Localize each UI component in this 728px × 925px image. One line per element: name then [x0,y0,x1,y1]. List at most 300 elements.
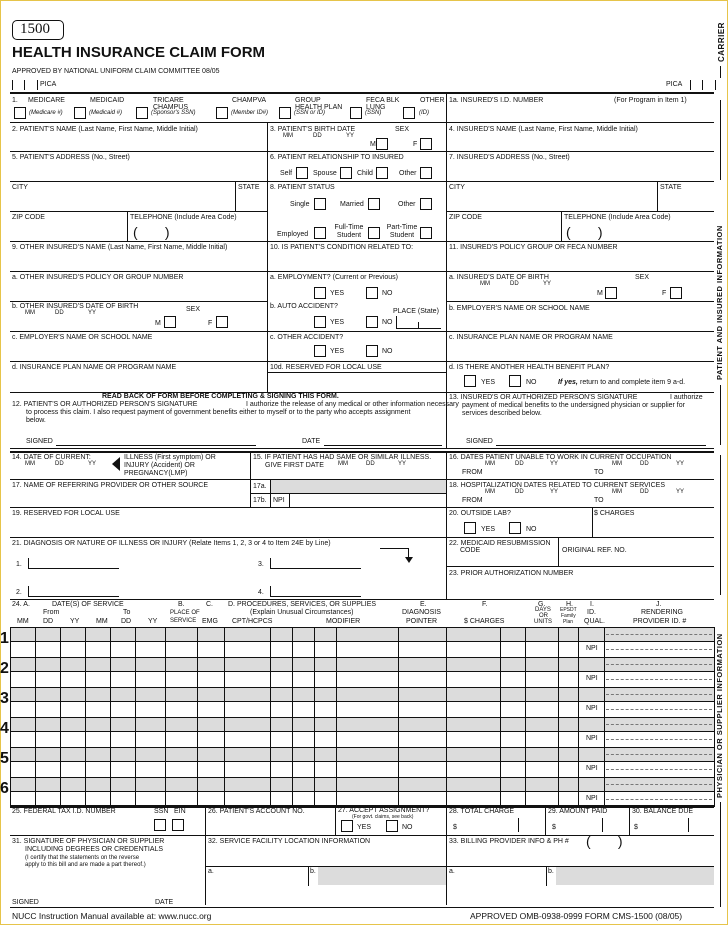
employment-yes-checkbox[interactable] [314,287,326,299]
row-npi-label: NPI [586,735,598,742]
for-program-label: (For Program in Item 1) [614,97,687,104]
provider-id-dash [606,784,712,785]
other-birth-mm: MM [25,310,35,316]
diag-4-label: 4. [258,589,264,596]
ssn-checkbox[interactable] [154,819,166,831]
diag-1-field[interactable] [28,558,119,569]
full-time-label: Full-Time Student [334,224,364,239]
approved-text: APPROVED BY NATIONAL UNIFORM CLAIM COMMITTEE 08/05 [12,68,220,75]
insured-city-label: CITY [449,184,465,191]
other-sex-f-label: F [208,320,213,327]
current-yy: YY [88,461,97,467]
col-24a: 24. A. [12,601,30,608]
billing-phone-parens: ( ) [586,833,623,849]
sig12-date-line[interactable] [324,445,442,446]
service-line-3[interactable] [10,702,584,716]
provider-id-dash [606,649,712,650]
row-column-line [604,747,605,777]
sig13-text1: I authorize [670,394,703,401]
diag-3-field[interactable] [270,558,361,569]
unable-from-label: FROM [462,469,483,476]
patient-state-label: STATE [238,184,260,191]
another-plan-label: d. IS THERE ANOTHER HEALTH BENEFIT PLAN? [449,364,610,371]
provider-id-dash [606,634,712,635]
col-cpt: CPT/HCPCS [232,618,273,625]
medicare-label: MEDICARE [28,97,65,104]
col-qual: QUAL. [584,618,606,625]
row-column-line [604,627,605,657]
hosp-to-dd: DD [640,489,649,495]
original-ref-label: ORIGINAL REF. NO. [562,547,627,554]
col-emg: EMG [202,618,218,625]
govt-label: (For govt. claims, see back) [352,814,414,820]
row-column-line [604,777,605,807]
first-date-label: GIVE FIRST DATE [265,462,324,469]
provider-id-dash [606,724,712,725]
col-diagnosis: DIAGNOSIS [402,609,441,616]
rel-child-label: Child [357,170,373,177]
billing-label: 33. BILLING PROVIDER INFO & PH # [449,838,569,845]
facility-b-label: b. [310,868,316,875]
billing-b-label: b. [548,868,554,875]
rel-spouse-label: Spouse [313,170,337,177]
col-e: E. [420,601,427,608]
hosp-from-dd: DD [515,489,524,495]
sig12-title: 12. PATIENT'S OR AUTHORIZED PERSON'S SIGNATURE [12,401,198,408]
provider-id-dash [606,679,712,680]
outside-lab-no-label: NO [526,526,537,533]
sig13-title: 13. INSURED'S OR AUTHORIZED PERSON'S SIGNATURE [449,394,638,401]
sig12-text3: below. [26,417,46,424]
relationship-label: 6. PATIENT RELATIONSHIP TO INSURED [270,154,404,161]
status-single-checkbox[interactable] [314,198,326,210]
sig13-signed-line[interactable] [496,445,706,446]
col-units: UNITS [534,619,552,625]
r17b-label: 17b. [253,497,267,504]
col-h: H. [566,601,573,608]
unable-work-label: 16. DATES PATIENT UNABLE TO WORK IN CURRENT OCCUPATION [449,454,672,461]
total-charge-dollar: $ [453,824,457,831]
outside-lab-label: 20. OUTSIDE LAB? [449,510,511,517]
injury-label: INJURY (Accident) OR [124,462,195,469]
facility-a-label: a. [208,868,214,875]
hosp-to-label: TO [594,497,604,504]
col-modifier: MODIFIER [326,618,361,625]
rel-other-label: Other [399,170,417,177]
patient-insured-label: PATIENT AND INSURED INFORMATION [715,225,724,380]
if-yes-rest-label: return to and complete item 9 a-d. [580,379,686,386]
row-number: 4 [0,720,9,737]
sex-f-checkbox[interactable] [420,138,432,150]
provider-id-dash [606,709,712,710]
patient-phone-label: TELEPHONE (Include Area Code) [130,214,237,221]
insured-sex-f-checkbox[interactable] [670,287,682,299]
insured-birth-yy: YY [543,281,552,287]
col-place: PLACE OF [170,610,200,616]
patient-phone-parens: ( ) [133,224,170,240]
diagnosis-arrow-head [405,557,413,563]
sig12-text1: I authorize the release of any medical or other information necessary [246,401,459,408]
form-title: HEALTH INSURANCE CLAIM FORM [12,44,266,61]
tricare-checkbox[interactable] [136,107,148,119]
provider-id-dash [606,694,712,695]
sig31-line3: (I certify that the statements on the reverse [25,855,140,861]
col-b: B. [178,601,185,608]
another-plan-no-checkbox[interactable] [509,375,521,387]
col-to-dd: DD [121,618,132,625]
birth-yy: YY [346,133,355,139]
same-yy: YY [398,461,407,467]
service-line-6[interactable] [10,792,584,806]
prior-auth-label: 23. PRIOR AUTHORIZATION NUMBER [449,570,574,577]
champva-checkbox[interactable] [216,107,228,119]
other-program-checkbox[interactable] [403,107,415,119]
policy-group-label: 11. INSURED'S POLICY GROUP OR FECA NUMBER [449,244,618,251]
current-mm: MM [25,461,35,467]
provider-id-dash [606,799,712,800]
status-married-label: Married [340,201,364,208]
hosp-from-label: FROM [462,497,483,504]
outside-lab-yes-checkbox[interactable] [464,522,476,534]
row-number: 5 [0,750,9,767]
sig12-date-label: DATE [302,438,321,445]
billing-a-label: a. [449,868,455,875]
resubmission-label: 22. MEDICAID RESUBMISSION [449,540,551,547]
accept-no-checkbox[interactable] [386,820,398,832]
status-married-checkbox[interactable] [368,198,380,210]
if-yes-label: If yes, [558,379,578,386]
row-number: 6 [0,780,9,797]
footer-left: NUCC Instruction Manual available at: www.nucc.org [12,911,212,921]
col-to: To [123,609,131,616]
pica-left-label: PICA [40,81,57,88]
employed-label: Employed [277,231,309,238]
row-column-line [714,657,715,687]
feca-sub: (SSN) [365,110,382,116]
insured-birth-dd: DD [510,281,519,287]
date-current-label: 14. DATE OF CURRENT: [12,454,91,461]
row-number: 3 [0,690,9,707]
service-line-2[interactable] [10,672,584,686]
col-id: ID. [587,609,596,616]
col-to-mm: MM [96,618,108,625]
col-from: From [43,609,60,616]
facility-b-shade [318,867,446,885]
employer-school-label: c. EMPLOYER'S NAME OR SCHOOL NAME [12,334,153,341]
service-line-5[interactable] [10,762,584,776]
sig13-signed-label: SIGNED [466,438,493,445]
row-column-line [604,687,605,717]
form-number: 1500 [20,21,50,37]
same-mm: MM [338,461,348,467]
other-accident-no-checkbox[interactable] [366,345,378,357]
insured-employer-label: b. EMPLOYER'S NAME OR SCHOOL NAME [449,305,590,312]
col-f: F. [482,601,488,608]
rel-self-label: Self [280,170,293,177]
col-service: SERVICE [170,618,197,624]
patient-address-label: 5. PATIENT'S ADDRESS (No., Street) [12,154,130,161]
employment-no-checkbox[interactable] [366,287,378,299]
other-insured-label: 9. OTHER INSURED'S NAME (Last Name, First Name, Middle Initial) [12,244,228,251]
unable-to-dd: DD [640,461,649,467]
auto-yes-label: YES [330,319,345,326]
r17a-label: 17a. [253,483,267,490]
status-single-label: Single [290,201,310,208]
insured-zip-label: ZIP CODE [449,214,482,221]
read-back-notice: READ BACK OF FORM BEFORE COMPLETING & SIGNING THIS FORM. [102,393,339,400]
rel-self-checkbox[interactable] [296,167,308,179]
insured-sex-f-label: F [662,290,667,297]
hosp-to-yy: YY [676,489,685,495]
amount-paid-dollar: $ [552,824,556,831]
provider-id-dash [606,664,712,665]
row-column-line [604,657,605,687]
outside-lab-yes-label: YES [481,526,496,533]
row-column-line [604,717,605,747]
insured-birth-label: a. INSURED'S DATE OF BIRTH [449,274,549,281]
col-c: C. [206,601,213,608]
employment-yes-label: YES [330,290,345,297]
col-days: DAYS [535,607,551,613]
sig12-signed-label: SIGNED [26,438,53,445]
reserved-10d-label: 10d. RESERVED FOR LOCAL USE [270,364,382,371]
col-to-yy: YY [148,618,158,625]
sig12-text2: to process this claim. I also request payment of government benefits either to myself or to the party who accepts assignment [26,409,411,416]
col-from-mm: MM [17,618,29,625]
same-illness-label: 15. IF PATIENT HAS HAD SAME OR SIMILAR ILLNESS. [253,454,432,461]
employment-label: a. EMPLOYMENT? (Current or Previous) [270,274,398,281]
other-birth-yy: YY [88,310,97,316]
medicare-sub: (Medicare #) [29,110,63,116]
current-dd: DD [55,461,64,467]
col-family: Family [561,613,576,619]
provider-id-dash [606,769,712,770]
other-policy-label: a. OTHER INSURED'S POLICY OR GROUP NUMBER [12,274,184,281]
unable-from-yy: YY [550,461,559,467]
balance-due-label: 30. BALANCE DUE [632,808,694,815]
footer-right: APPROVED OMB-0938-0999 FORM CMS-1500 (08/05) [470,911,683,921]
col-explain: (Explain Unusual Circumstances) [250,609,354,616]
row-npi-label: NPI [586,795,598,802]
col-from-dd: DD [43,618,54,625]
rel-child-checkbox[interactable] [376,167,388,179]
accept-no-label: NO [402,824,413,831]
row-npi-label: NPI [586,705,598,712]
row-column-line [714,777,715,807]
row-column-line [714,627,715,657]
amount-paid-label: 29. AMOUNT PAID [548,808,608,815]
group-plan-sub: (SSN or ID) [294,110,326,116]
sig31-line4: apply to this bill and are made a part thereof.) [25,862,146,868]
provider-id-dash [606,739,712,740]
insured-id-label: 1a. INSURED'S I.D. NUMBER [449,97,544,104]
outside-lab-no-checkbox[interactable] [509,522,521,534]
code-label: CODE [460,547,481,554]
other-sex-label: SEX [186,306,201,313]
other-program-sub: (ID) [419,110,429,116]
rel-spouse-checkbox[interactable] [340,167,352,179]
col-dates-service: DATE(S) OF SERVICE [52,601,124,608]
insured-phone-parens: ( ) [566,224,603,240]
sex-f-label: F [413,141,418,148]
other-accident-yes-checkbox[interactable] [314,345,326,357]
col-epsdt: EPSDT [560,607,577,613]
illness-label: ILLNESS (First symptom) OR [124,454,216,461]
insured-address-label: 7. INSURED'S ADDRESS (No., Street) [449,154,570,161]
group-plan-checkbox[interactable] [279,107,291,119]
ein-label: EIN [174,808,186,815]
hospitalization-label: 18. HOSPITALIZATION DATES RELATED TO CURRENT SERVICES [449,482,666,489]
diag-1-label: 1. [16,561,22,568]
row-npi-label: NPI [586,675,598,682]
col-pointer: POINTER [406,618,438,625]
unable-from-mm: MM [485,461,495,467]
unable-from-dd: DD [515,461,524,467]
referring-label: 17. NAME OF REFERRING PROVIDER OR OTHER SOURCE [12,482,209,489]
tricare-sub: (Sponsor's SSN) [151,110,196,116]
accept-yes-checkbox[interactable] [341,820,353,832]
rel-other-checkbox[interactable] [420,167,432,179]
another-plan-no-label: NO [526,379,537,386]
ein-checkbox[interactable] [172,819,184,831]
hosp-from-mm: MM [485,489,495,495]
insured-phone-label: TELEPHONE (Include Area Code) [564,214,671,221]
insured-state-label: STATE [660,184,682,191]
employed-checkbox[interactable] [314,227,326,239]
pregnancy-label: PREGNANCY(LMP) [124,470,188,477]
patient-zip-label: ZIP CODE [12,214,45,221]
sig31-date-label: DATE [155,899,174,906]
row-number: 1 [0,630,9,647]
plan-name-label: d. INSURANCE PLAN NAME OR PROGRAM NAME [12,364,177,371]
patient-status-label: 8. PATIENT STATUS [270,184,335,191]
17a-shade [271,480,446,493]
other-accident-label: c. OTHER ACCIDENT? [270,334,344,341]
service-line-1[interactable] [10,642,584,656]
col-charges: $ CHARGES [464,618,505,625]
item1-num: 1. [12,97,18,104]
medicaid-sub: (Medicaid #) [89,110,123,116]
diagnosis-label: 21. DIAGNOSIS OR NATURE OF ILLNESS OR INJURY (Relate Items 1, 2, 3 or 4 to Item 24E by Line) [12,540,331,547]
diag-4-field[interactable] [270,586,361,597]
diag-2-field[interactable] [28,586,119,597]
patient-name-label: 2. PATIENT'S NAME (Last Name, First Name, Middle Initial) [12,126,198,133]
medicaid-label: MEDICAID [90,97,125,104]
part-time-label: Part-Time Student [386,224,418,239]
current-arrow-icon [112,457,120,471]
outside-lab-charges-label: $ CHARGES [594,510,635,517]
auto-no-checkbox[interactable] [366,316,378,328]
group-plan-label: GROUP HEALTH PLAN [295,97,343,111]
col-j: J. [656,601,662,608]
reserved-19-label: 19. RESERVED FOR LOCAL USE [12,510,120,517]
champva-sub: (Member ID#) [231,110,269,116]
insured-sex-label: SEX [635,274,650,281]
accept-yes-label: YES [357,824,372,831]
hosp-to-mm: MM [612,489,622,495]
col-from-yy: YY [70,618,80,625]
sex-m-checkbox[interactable] [376,138,388,150]
insured-plan-label: c. INSURANCE PLAN NAME OR PROGRAM NAME [449,334,613,341]
insured-sex-m-label: M [597,290,603,297]
employment-no-label: NO [382,290,393,297]
sex-label: SEX [395,126,410,133]
other-sex-f-checkbox[interactable] [216,316,228,328]
other-accident-yes-label: YES [330,348,345,355]
part-time-checkbox[interactable] [420,227,432,239]
col-provider-id: PROVIDER ID. # [633,618,687,625]
another-plan-yes-checkbox[interactable] [464,375,476,387]
other-birth-label: b. OTHER INSURED'S DATE OF BIRTH [12,303,139,310]
service-line-4[interactable] [10,732,584,746]
auto-yes-checkbox[interactable] [314,316,326,328]
col-d: D. PROCEDURES, SERVICES, OR SUPPLIES [228,601,377,608]
condition-label: 10. IS PATIENT'S CONDITION RELATED TO: [270,244,414,251]
place-state-label: PLACE (State) [393,308,439,315]
sig31-line1: 31. SIGNATURE OF PHYSICIAN OR SUPPLIER [12,838,165,845]
billing-b-shade [556,867,714,885]
account-label: 26. PATIENT'S ACCOUNT NO. [208,808,305,815]
col-i: I. [590,601,594,608]
diag-3-label: 3. [258,561,264,568]
medicaid-checkbox[interactable] [74,107,86,119]
balance-due-dollar: $ [634,824,638,831]
fed-tax-label: 25. FEDERAL TAX I.D. NUMBER [12,808,116,815]
auto-no-label: NO [382,319,393,326]
same-dd: DD [366,461,375,467]
col-rendering: RENDERING [641,609,684,616]
unable-to-label: TO [594,469,604,476]
facility-label: 32. SERVICE FACILITY LOCATION INFORMATION [208,838,371,845]
auto-accident-label: b. AUTO ACCIDENT? [270,303,338,310]
birth-mm: MM [283,133,293,139]
other-program-label: OTHER [420,97,445,104]
champva-label: CHAMPVA [232,97,267,104]
status-other-label: Other [398,201,416,208]
insured-sex-m-checkbox[interactable] [605,287,617,299]
physician-supplier-label: PHYSICIAN OR SUPPLIER INFORMATION [715,633,724,798]
total-charge-label: 28. TOTAL CHARGE [449,808,515,815]
accept-label: 27. ACCEPT ASSIGNMENT? [338,807,430,814]
feca-label: FECA BLK LUNG [366,97,400,111]
status-other-checkbox[interactable] [420,198,432,210]
sig12-signed-line[interactable] [56,445,256,446]
another-plan-yes-label: YES [481,379,496,386]
sig13-text2: payment of medical benefits to the undersigned physician or supplier for [462,402,685,409]
birth-dd: DD [313,133,322,139]
col-or: OR [539,613,548,619]
pica-left-box[interactable] [12,80,38,90]
other-sex-m-label: M [155,320,161,327]
r17b-npi-label: NPI [273,497,285,504]
insured-birth-mm: MM [480,281,490,287]
pica-right-box[interactable] [690,80,716,90]
row-column-line [714,747,715,777]
sig31-line2: INCLUDING DEGREES OR CREDENTIALS [25,846,164,853]
col-g: G. [538,601,546,608]
sig13-text3: services described below. [462,410,542,417]
row-npi-label: NPI [586,645,598,652]
full-time-checkbox[interactable] [368,227,380,239]
unable-to-mm: MM [612,461,622,467]
other-sex-m-checkbox[interactable] [164,316,176,328]
other-birth-dd: DD [55,310,64,316]
col-plan: Plan [563,619,574,625]
birth-date-label: 3. PATIENT'S BIRTH DATE [270,126,356,133]
medicare-checkbox[interactable] [14,107,26,119]
feca-checkbox[interactable] [350,107,362,119]
pica-right-label: PICA [666,81,683,88]
